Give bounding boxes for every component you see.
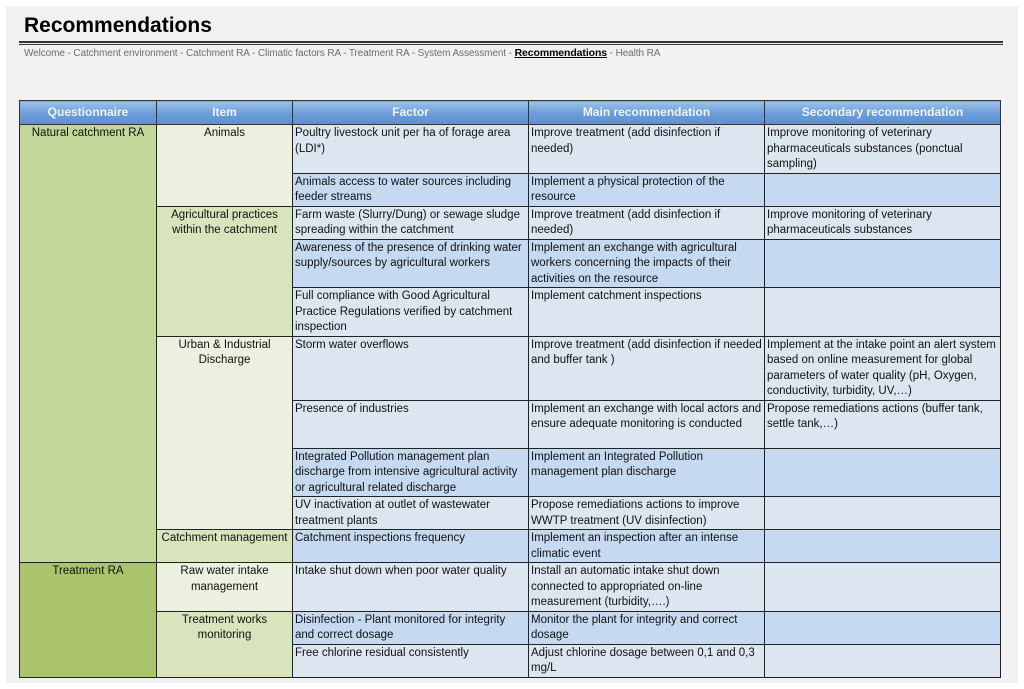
secondary-recommendation-cell [765, 173, 1001, 206]
item-cell: Urban & Industrial Discharge [157, 336, 293, 530]
factor-cell: UV inactivation at outlet of wastewater treatment plants [293, 497, 529, 530]
main-recommendation-cell: Implement an exchange with local actors and ensure adequate monitoring is conducted [529, 400, 765, 448]
secondary-recommendation-cell [765, 611, 1001, 644]
questionnaire-cell: Treatment RA [20, 563, 157, 678]
factor-cell: Presence of industries [293, 400, 529, 448]
secondary-recommendation-cell [765, 563, 1001, 612]
main-recommendation-cell: Implement an inspection after an intense climatic event [529, 530, 765, 563]
secondary-recommendation-cell [765, 448, 1001, 497]
main-recommendation-cell: Implement a physical protection of the resource [529, 173, 765, 206]
main-recommendation-cell: Implement an Integrated Pollution management plan discharge [529, 448, 765, 497]
main-recommendation-cell: Improve treatment (add disinfection if needed) [529, 125, 765, 174]
factor-cell: Poultry livestock unit per ha of forage area (LDI*) [293, 125, 529, 174]
main-recommendation-cell: Implement an exchange with agricultural workers concerning the impacts of their activities on the resource [529, 239, 765, 288]
secondary-recommendation-cell: Improve monitoring of veterinary pharmaceuticals substances (ponctual sampling) [765, 125, 1001, 174]
item-cell: Animals [157, 125, 293, 207]
secondary-recommendation-cell [765, 644, 1001, 677]
main-recommendation-cell: Improve treatment (add disinfection if needed and buffer tank ) [529, 336, 765, 400]
factor-cell: Awareness of the presence of drinking water supply/sources by agricultural workers [293, 239, 529, 288]
factor-cell: Storm water overflows [293, 336, 529, 400]
breadcrumb-welcome[interactable]: Welcome [24, 48, 65, 59]
main-recommendation-cell: Install an automatic intake shut down connected to appropriated on-line measurement (turbidity,….) [529, 563, 765, 612]
breadcrumb-separator: - [607, 48, 616, 59]
header-secondary-recommendation: Secondary recommendation [765, 101, 1001, 125]
page-container [6, 6, 1018, 683]
questionnaire-cell: Natural catchment RA [20, 125, 157, 563]
factor-cell: Disinfection - Plant monitored for integrity and correct dosage [293, 611, 529, 644]
secondary-recommendation-cell: Propose remediations actions (buffer tank, settle tank,…) [765, 400, 1001, 448]
table-row [20, 563, 1001, 612]
item-cell: Treatment works monitoring [157, 611, 293, 677]
header-item: Item [157, 101, 293, 125]
breadcrumb-separator: - [249, 48, 258, 59]
header-factor: Factor [293, 101, 529, 125]
breadcrumb-recommendations[interactable]: Recommendations [514, 47, 607, 59]
table-row [20, 611, 1001, 644]
secondary-recommendation-cell [765, 239, 1001, 288]
factor-cell: Free chlorine residual consistently [293, 644, 529, 677]
factor-cell: Animals access to water sources including feeder streams [293, 173, 529, 206]
breadcrumb-catchment-environment[interactable]: Catchment environment [73, 48, 178, 59]
secondary-recommendation-cell [765, 530, 1001, 563]
breadcrumb-health-ra[interactable]: Health RA [615, 48, 661, 59]
title-divider [19, 41, 1003, 45]
table-row [20, 530, 1001, 563]
breadcrumb-separator: - [64, 48, 74, 59]
main-recommendation-cell: Implement catchment inspections [529, 288, 765, 337]
breadcrumb-system-assessment[interactable]: System Assessment [417, 48, 506, 59]
breadcrumb-treatment-ra[interactable]: Treatment RA [348, 48, 410, 59]
factor-cell: Full compliance with Good Agricultural Practice Regulations verified by catchment inspection [293, 288, 529, 337]
secondary-recommendation-cell: Improve monitoring of veterinary pharmaceuticals substances [765, 206, 1001, 239]
breadcrumb-catchment-ra[interactable]: Catchment RA [186, 48, 250, 59]
page-title: Recommendations [24, 14, 212, 37]
factor-cell: Intake shut down when poor water quality [293, 563, 529, 612]
secondary-recommendation-cell: Implement at the intake point an alert system based on online measurement for global parameters of water quality (pH, Oxygen, conductivity, turbidity, UV,…) [765, 336, 1001, 400]
breadcrumb-separator: - [409, 48, 418, 59]
item-cell: Catchment management [157, 530, 293, 563]
item-cell: Raw water intake management [157, 563, 293, 612]
breadcrumb [24, 47, 660, 59]
breadcrumb-separator: - [340, 48, 349, 59]
recommendations-table [19, 100, 1001, 678]
factor-cell: Integrated Pollution management plan discharge from intensive agricultural activity or agricultural related discharge [293, 448, 529, 497]
factor-cell: Farm waste (Slurry/Dung) or sewage sludge spreading within the catchment [293, 206, 529, 239]
breadcrumb-climatic-factors-ra[interactable]: Climatic factors RA [257, 48, 341, 59]
table-row [20, 336, 1001, 400]
main-recommendation-cell: Improve treatment (add disinfection if needed) [529, 206, 765, 239]
table-row [20, 206, 1001, 239]
main-recommendation-cell: Adjust chlorine dosage between 0,1 and 0,3 mg/L [529, 644, 765, 677]
item-cell: Agricultural practices within the catchment [157, 206, 293, 336]
secondary-recommendation-cell [765, 497, 1001, 530]
secondary-recommendation-cell [765, 288, 1001, 337]
table-row [20, 125, 1001, 174]
factor-cell: Catchment inspections frequency [293, 530, 529, 563]
breadcrumb-separator: - [177, 48, 187, 59]
breadcrumb-separator: - [505, 48, 515, 59]
header-questionnaire: Questionnaire [20, 101, 157, 125]
table-header-row [20, 101, 1001, 125]
main-recommendation-cell: Monitor the plant for integrity and correct dosage [529, 611, 765, 644]
main-recommendation-cell: Propose remediations actions to improve WWTP treatment (UV disinfection) [529, 497, 765, 530]
header-main-recommendation: Main recommendation [529, 101, 765, 125]
